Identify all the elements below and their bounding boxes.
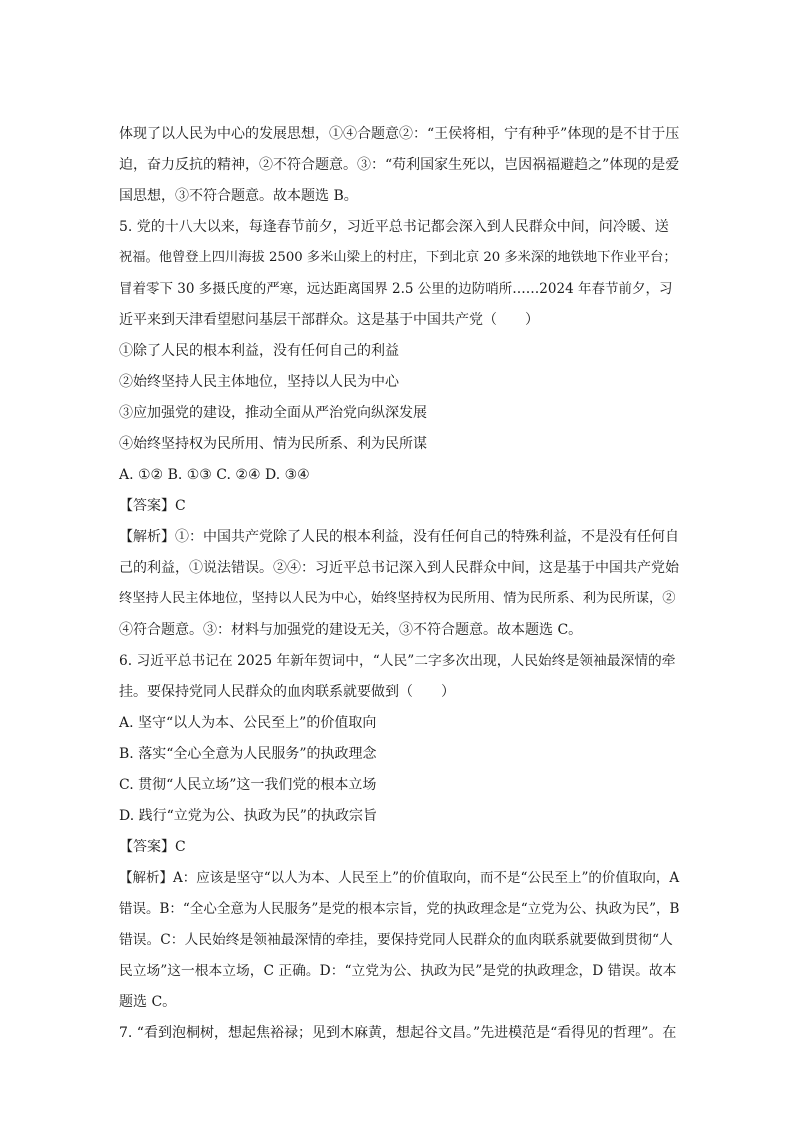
analysis-text: 【解析】①：中国共产党除了人民的根本利益，没有任何自己的特殊利益，不是没有任何自 [119,529,679,545]
text-line: 近平来到天津看望慰问基层干部群众。这是基于中国共产党（ ） [119,312,539,328]
text-line: 祝福。他曾登上四川海拔 2500 多米山梁上的村庄，下到北京 20 多米深的地铁地下作业平台； [119,250,677,265]
option-b: B. 落实“全心全意为人民服务”的执政理念 [119,746,377,762]
analysis-text: 【解析】A：应该是坚守“以人为本、人民至上”的价值取向，而不是“公民至上”的价值取向，A [119,870,680,886]
option-d: D. 践行“立党为公、执政为民”的执政宗旨 [119,808,377,824]
text-line: 己的利益，①说法错误。②④：习近平总书记深入到人民群众中间，这是基于中国共产党始 [119,560,679,576]
answer-label: 【答案】C [119,498,186,514]
text-line: 体现了以人民为中心的发展思想，①④合题意②：“王侯将相，宁有种乎”体现的是不甘于压 [119,126,680,142]
text-line: 冒着零下 30 多摄氏度的严寒，远达距离国界 2.5 公里的边防哨所……2024 年春节前夕，习 [119,281,673,297]
question-6-stem: 6. 习近平总书记在 2025 年新年贺词中，“人民”二字多次出现，人民始终是领袖最深情的牵 [119,653,676,669]
text-line: ④符合题意。③：材料与加强党的建设无关，③不符合题意。故本题选 C。 [119,622,583,638]
question-7-stem: 7. “看到泡桐树，想起焦裕禄；见到木麻黄，想起谷文昌。”先进模范是“看得见的哲理”。在 [119,1025,677,1041]
text-line: 民立场”这一根本立场，C 正确。D：“立党为公、执政为民”是党的执政理念，D 错误。故本 [119,963,677,979]
text-line: 迫，奋力反抗的精神，②不符合题意。③：“苟利国家生死以，岂因祸福避趋之”体现的是爱 [119,157,680,173]
answer-label: 【答案】C [119,839,186,855]
text-line: 错误。C：人民始终是领袖最深情的牵挂，要保持党同人民群众的血肉联系就要做到贯彻“人 [119,932,673,948]
statement-1: ①除了人民的根本利益，没有任何自己的利益 [119,343,399,359]
statement-3: ③应加强党的建设，推动全面从严治党向纵深发展 [119,405,427,421]
text-line: 错误。B：“全心全意为人民服务”是党的根本宗旨，党的执政理念是“立党为公、执政为民”，B [119,901,680,917]
text-line: 挂。要保持党同人民群众的血肉联系就要做到（ ） [119,684,455,700]
answer-options: A. ①② B. ①③ C. ②④ D. ③④ [119,467,310,483]
question-5-stem: 5. 党的十八大以来，每逢春节前夕，习近平总书记都会深入到人民群众中间，问冷暖、送 [119,219,669,235]
option-a: A. 坚守“以人为本、公民至上”的价值取向 [119,715,377,731]
text-line: 国思想，③不符合题意。故本题选 B。 [119,188,358,204]
text-line: 题选 C。 [119,994,177,1010]
statement-4: ④始终坚持权为民所用、情为民所系、利为民所谋 [119,436,427,452]
statement-2: ②始终坚持人民主体地位，坚持以人民为中心 [119,374,399,390]
option-c: C. 贯彻“人民立场”这一我们党的根本立场 [119,777,377,793]
text-line: 终坚持人民主体地位，坚持以人民为中心，始终坚持权为民所用、情为民所系、利为民所谋，② [119,591,676,606]
